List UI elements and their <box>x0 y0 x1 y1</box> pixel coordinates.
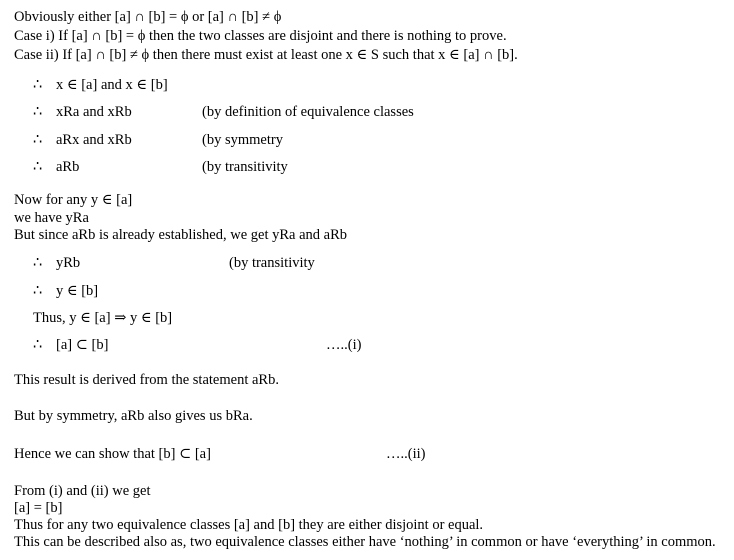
therefore-symbol: ∴ <box>33 104 43 120</box>
implication-line: Thus, y ∈ [a] ⇒ y ∈ [b] <box>33 310 173 326</box>
step-statement: [a] ⊂ [b] <box>56 337 109 353</box>
paragraph-line: This result is derived from the statement aRb. <box>14 372 279 388</box>
equation-tag: …..(ii) <box>386 446 426 462</box>
step-reason: (by transitivity <box>229 255 315 271</box>
therefore-symbol: ∴ <box>33 77 43 93</box>
therefore-symbol: ∴ <box>33 283 43 299</box>
step-reason: (by definition of equivalence classes <box>202 104 414 120</box>
paragraph-line: But by symmetry, aRb also gives us bRa. <box>14 408 253 424</box>
conclusion-line: This can be described also as, two equivalence classes either have ‘nothing’ in common or have ‘everything’ in common. <box>14 534 716 550</box>
step-reason: (by transitivity <box>202 159 288 175</box>
paragraph-line: Now for any y ∈ [a] <box>14 192 133 208</box>
paragraph-line: [a] = [b] <box>14 500 63 516</box>
step-statement: aRx and xRb <box>56 132 132 148</box>
conclusion-line: Thus for any two equivalence classes [a] and [b] they are either disjoint or equal. <box>14 517 484 533</box>
step-reason: (by symmetry <box>202 132 283 148</box>
paragraph-line: But since aRb is already established, we get yRa and aRb <box>14 227 348 243</box>
case-two-line: Case ii) If [a] ∩ [b] ≠ ϕ then there must exist at least one x ∈ S such that x ∈ [a] ∩ [b]. <box>14 47 518 63</box>
therefore-symbol: ∴ <box>33 255 43 271</box>
step-statement: xRa and xRb <box>56 104 132 120</box>
equation-tag: …..(i) <box>326 337 362 353</box>
step-statement: aRb <box>56 159 80 175</box>
intro-line: Obviously either [a] ∩ [b] = ϕ or [a] ∩ [b] ≠ ϕ <box>14 9 282 25</box>
paragraph-line: From (i) and (ii) we get <box>14 483 151 499</box>
therefore-symbol: ∴ <box>33 132 43 148</box>
step-statement: y ∈ [b] <box>56 283 99 299</box>
therefore-symbol: ∴ <box>33 159 43 175</box>
step-statement: yRb <box>56 255 81 271</box>
paragraph-line: we have yRa <box>14 210 89 226</box>
therefore-symbol: ∴ <box>33 337 43 353</box>
case-one-line: Case i) If [a] ∩ [b] = ϕ then the two classes are disjoint and there is nothing to prove. <box>14 28 507 44</box>
paragraph-line: Hence we can show that [b] ⊂ [a] <box>14 446 211 462</box>
step-statement: x ∈ [a] and x ∈ [b] <box>56 77 168 93</box>
